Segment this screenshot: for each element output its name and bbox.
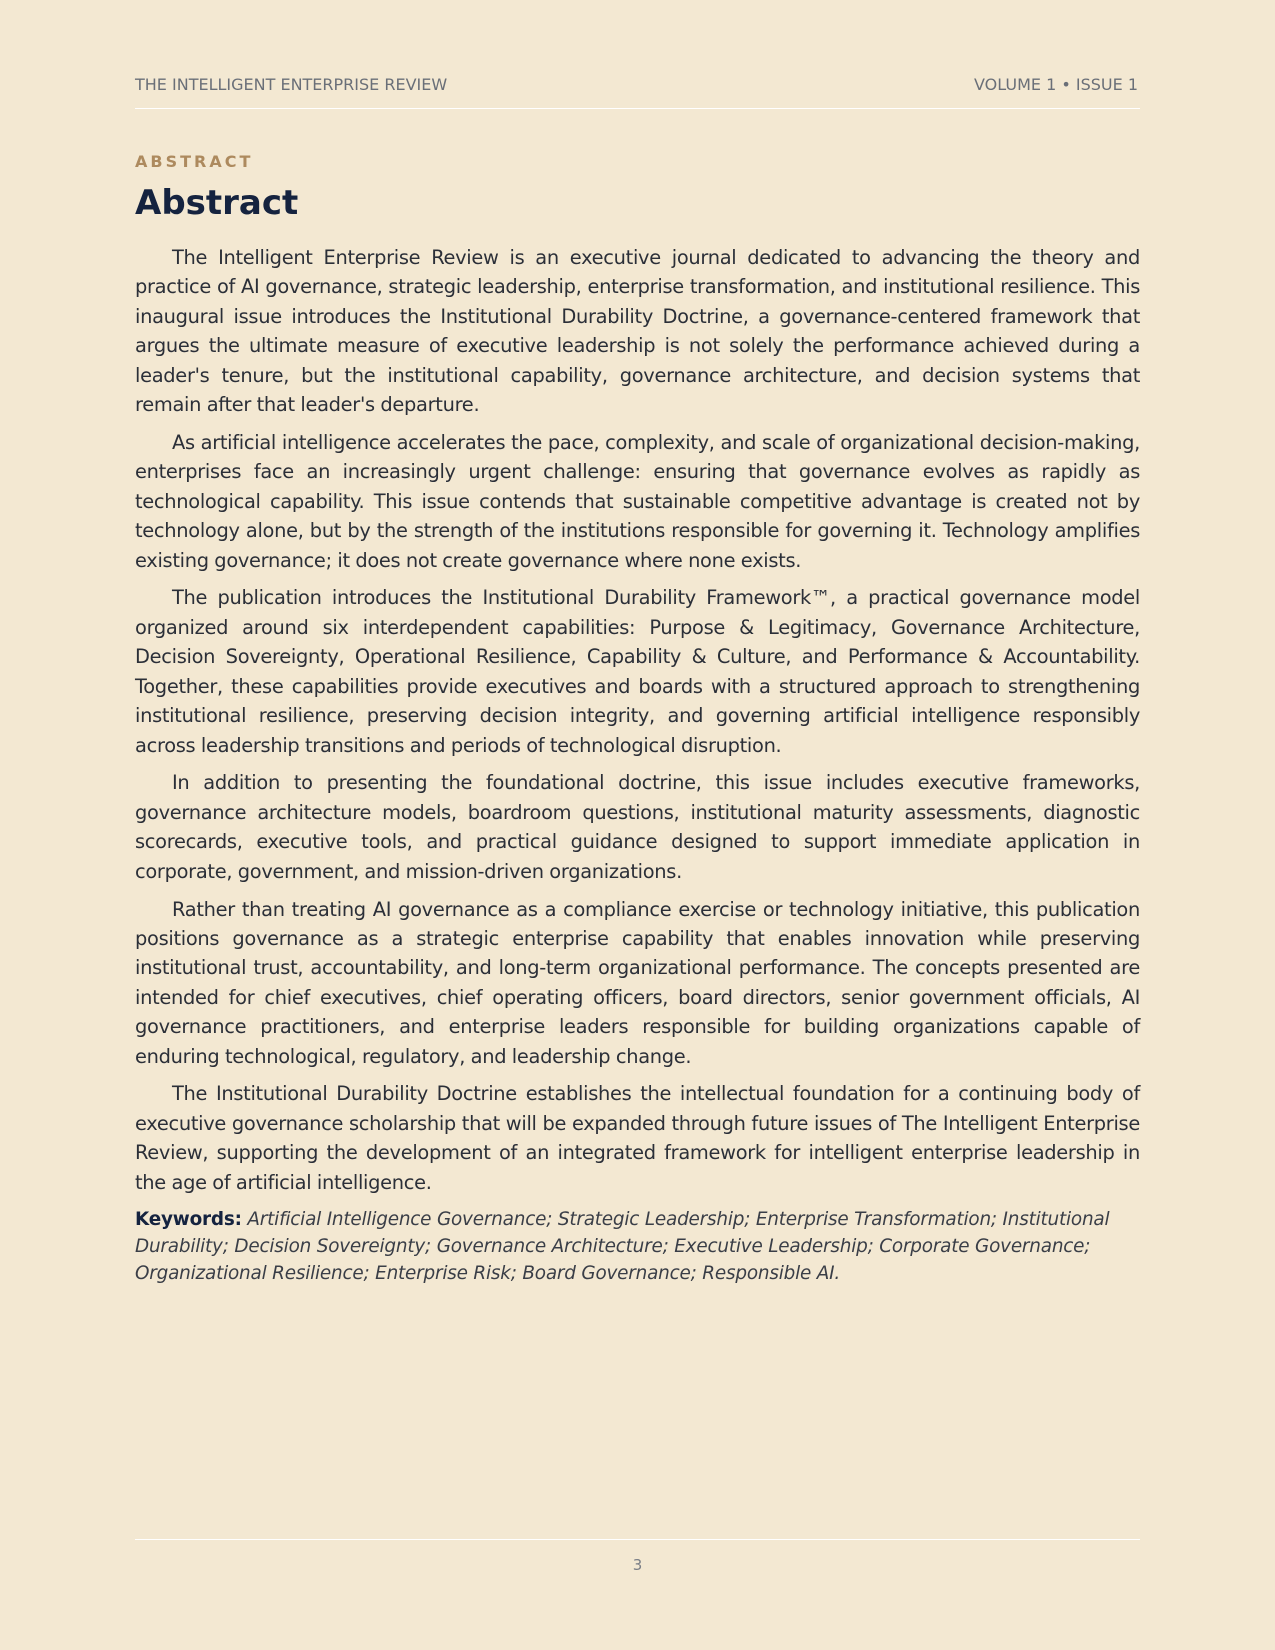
journal-page: [135, 0, 1140, 1650]
abstract-paragraph-2: As artificial intelligence accelerates the pace, complexity, and scale of organizational decision-making, enterprises face an increasingly urgent challenge: ensuring that governance evolves as rapidly as technological capability. This issue contends that sustainable competitive advantage is created not by technology alone, but by the strength of the institutions responsible for governing it. Technology amplifies existing governance; it does not create governance where none exists.: [135, 430, 1140, 572]
abstract-paragraph-6: The Institutional Durability Doctrine establishes the intellectual foundation for a continuing body of executive governance scholarship that will be expanded through future issues of The Intelligent Enterprise Review, supporting the development of an integrated framework for intelligent enterprise leadership in the age of artificial intelligence.: [135, 1082, 1140, 1194]
running-header: [135, 72, 1140, 109]
abstract-body: [135, 243, 1140, 1287]
abstract-paragraph-4: In addition to presenting the foundational doctrine, this issue includes executive frameworks, governance architecture models, boardroom questions, institutional maturity assessments, diagnostic scorecards, executive tools, and practical guidance designed to support immediate application in corporate, government, and mission-driven organizations.: [135, 771, 1140, 883]
volume-issue: VOLUME 1 • ISSUE 1: [974, 75, 1138, 94]
section-title: Abstract: [135, 183, 299, 223]
keywords-label: Keywords:: [135, 1208, 242, 1230]
keywords: [135, 1206, 1140, 1287]
journal-name: THE INTELLIGENT ENTERPRISE REVIEW: [135, 75, 448, 94]
abstract-paragraph-3: The publication introduces the Institutional Durability Framework™, a practical governance model organized around six interdependent capabilities: Purpose & Legitimacy, Governance Architecture, Decision Sovereignty, Operational Resilience, Capability & Culture, and Performance & Accountability. Together, these capabilities provide executives and boards with a structured approach to strengthening institutional resilience, preserving decision integrity, and governing artificial intelligence responsibly across leadership transitions and periods of technological disruption.: [135, 586, 1140, 757]
abstract-paragraph-5: Rather than treating AI governance as a compliance exercise or technology initiative, this publication positions governance as a strategic enterprise capability that enables innovation while preserving institutional trust, accountability, and long-term organizational performance. The concepts presented are intended for chief executives, chief operating officers, board directors, senior government officials, AI governance practitioners, and enterprise leaders responsible for building organizations capable of enduring technological, regulatory, and leadership change.: [135, 897, 1140, 1068]
abstract-paragraph-1: The Intelligent Enterprise Review is an executive journal dedicated to advancing the theory and practice of AI governance, strategic leadership, enterprise transformation, and institutional resilience. This inaugural issue introduces the Institutional Durability Doctrine, a governance-centered framework that argues the ultimate measure of executive leadership is not solely the performance achieved during a leader's tenure, but the institutional capability, governance architecture, and decision systems that remain after that leader's departure.: [135, 246, 1140, 417]
keywords-list: Artificial Intelligence Governance; Strategic Leadership; Enterprise Transformation; Institutional Durability; Decision Sovereignty; Governance Architecture; Executive Leadership; Corporate Governance; Organizational Resilience; Enterprise Risk; Board Governance; Responsible AI.: [135, 1208, 1110, 1284]
page-number: 3: [632, 1556, 643, 1574]
running-footer: [135, 1539, 1140, 1574]
section-kicker: ABSTRACT: [135, 152, 254, 171]
